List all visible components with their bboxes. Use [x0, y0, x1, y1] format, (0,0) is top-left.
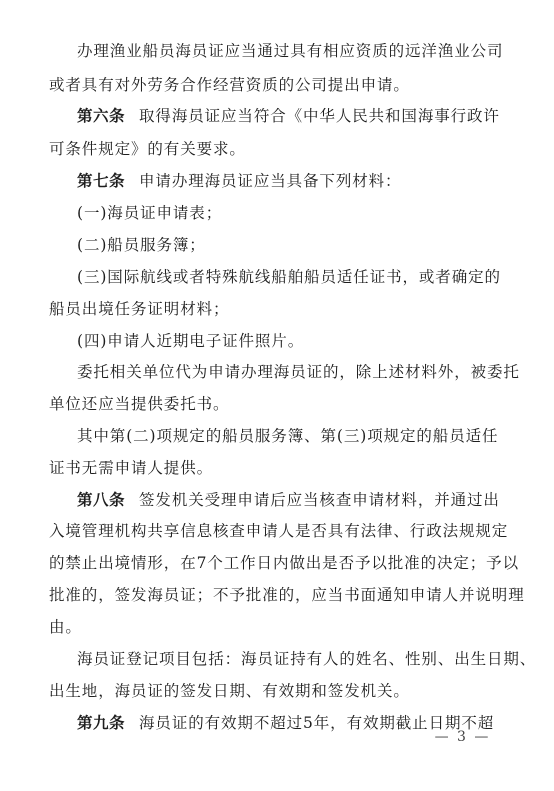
text-line: 入境管理机构共享信息核查申请人是否具有法律、行政法规规定: [49, 522, 509, 540]
text-line: (一)海员证申请表；: [77, 204, 223, 222]
text-line: 委托相关单位代为申请办理海员证的，除上述材料外，被委托: [77, 363, 520, 381]
text-line: 可条件规定》的有关要求。: [49, 140, 246, 158]
text-line: 出生地，海员证的签发日期、有效期和签发机关。: [49, 682, 410, 700]
article-text: 海员证的有效期不超过5年，有效期截止日期不超: [139, 714, 495, 732]
article-number: 第九条: [77, 714, 126, 732]
text-line: 船员出境任务证明材料；: [49, 300, 230, 318]
text-line: 批准的，签发海员证；不予批准的，应当书面通知申请人并说明理: [49, 586, 525, 604]
article-number: 第八条: [77, 491, 126, 509]
text-line: 的禁止出境情形，在7个工作日内做出是否予以批准的决定；予以: [49, 554, 519, 572]
text-line: 其中第(二)项规定的船员服务簿、第(三)项规定的船员适任: [77, 427, 499, 445]
page-number: — 3 —: [434, 729, 491, 745]
text-line: [77, 170, 497, 192]
text-line: (三)国际航线或者特殊航线船舶船员适任证书，或者确定的: [77, 268, 501, 286]
text-line: 由。: [49, 618, 82, 636]
text-line: 证书无需申请人提供。: [49, 459, 214, 477]
text-line: (四)申请人近期电子证件照片。: [77, 332, 305, 350]
text-line: 海员证登记项目包括：海员证持有人的姓名、性别、出生日期、: [77, 650, 537, 668]
article-text: 申请办理海员证应当具备下列材料：: [139, 172, 402, 190]
text-line: (二)船员服务簿；: [77, 236, 206, 254]
text-line: [77, 105, 500, 127]
article-text: 取得海员证应当符合《中华人民共和国海事行政许: [139, 107, 500, 125]
text-line: 或者具有对外劳务合作经营资质的公司提出申请。: [49, 76, 410, 94]
text-line: 办理渔业船员海员证应当通过具有相应资质的远洋渔业公司: [77, 42, 504, 60]
text-line: [77, 489, 500, 511]
text-line: 单位还应当提供委托书。: [49, 395, 230, 413]
article-number: 第六条: [77, 107, 126, 125]
article-number: 第七条: [77, 172, 126, 190]
article-text: 签发机关受理申请后应当核查申请材料，并通过出: [139, 491, 500, 509]
